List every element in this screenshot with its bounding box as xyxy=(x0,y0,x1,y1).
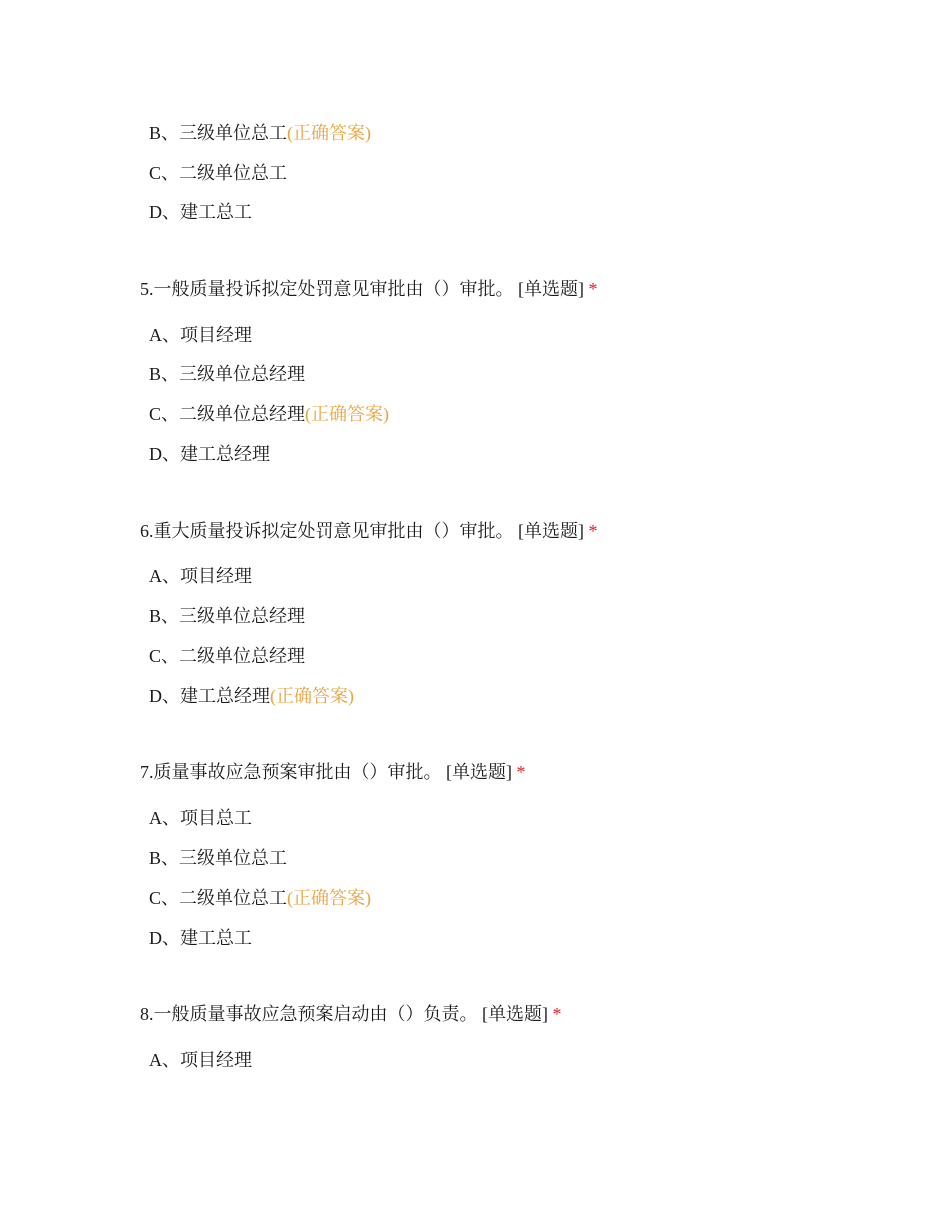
question-title xyxy=(140,277,598,301)
question-text: 5.一般质量投诉拟定处罚意见审批由（）审批。 xyxy=(140,279,514,299)
required-mark: * xyxy=(588,521,598,541)
required-mark: * xyxy=(552,1004,562,1024)
option-text: B、三级单位总工 xyxy=(149,848,288,868)
option-item xyxy=(149,362,305,386)
required-mark: * xyxy=(588,279,598,299)
option-item xyxy=(149,644,305,668)
option-text: C、二级单位总工 xyxy=(149,888,288,908)
question-type: [单选题] xyxy=(518,279,584,299)
option-text: B、三级单位总经理 xyxy=(149,606,306,626)
question-type: [单选题] xyxy=(518,521,584,541)
option-text: D、建工总工 xyxy=(149,202,252,222)
question-text: 7.质量事故应急预案审批由（）审批。 xyxy=(140,762,442,782)
option-item xyxy=(149,323,252,347)
option-item xyxy=(149,564,252,588)
question-title xyxy=(140,760,526,784)
option-item xyxy=(149,121,371,145)
option-text: B、三级单位总经理 xyxy=(149,364,306,384)
option-item xyxy=(149,161,287,185)
option-text: D、建工总经理 xyxy=(149,686,270,706)
option-text: C、二级单位总经理 xyxy=(149,404,306,424)
option-text: D、建工总工 xyxy=(149,928,252,948)
correct-answer-tag: (正确答案) xyxy=(287,888,372,908)
question-title xyxy=(140,1002,562,1026)
question-text: 8.一般质量事故应急预案启动由（）负责。 xyxy=(140,1004,478,1024)
option-text: A、项目经理 xyxy=(149,1050,252,1070)
correct-answer-tag: (正确答案) xyxy=(287,123,372,143)
option-item xyxy=(149,1048,252,1072)
option-item xyxy=(149,886,371,910)
correct-answer-tag: (正确答案) xyxy=(270,686,354,706)
option-item xyxy=(149,442,270,466)
option-item xyxy=(149,684,354,708)
question-type: [单选题] xyxy=(482,1004,548,1024)
required-mark: * xyxy=(516,762,526,782)
option-text: A、项目经理 xyxy=(149,566,252,586)
option-text: D、建工总经理 xyxy=(149,444,270,464)
option-item xyxy=(149,926,252,950)
option-text: A、项目总工 xyxy=(149,808,252,828)
question-type: [单选题] xyxy=(446,762,512,782)
option-item xyxy=(149,806,252,830)
option-item xyxy=(149,200,252,224)
option-item xyxy=(149,402,389,426)
option-text: B、三级单位总工 xyxy=(149,123,288,143)
option-text: C、二级单位总工 xyxy=(149,163,288,183)
option-text: C、二级单位总经理 xyxy=(149,646,306,666)
question-title xyxy=(140,519,598,543)
option-text: A、项目经理 xyxy=(149,325,252,345)
correct-answer-tag: (正确答案) xyxy=(305,404,390,424)
question-text: 6.重大质量投诉拟定处罚意见审批由（）审批。 xyxy=(140,521,514,541)
option-item xyxy=(149,846,287,870)
option-item xyxy=(149,604,305,628)
